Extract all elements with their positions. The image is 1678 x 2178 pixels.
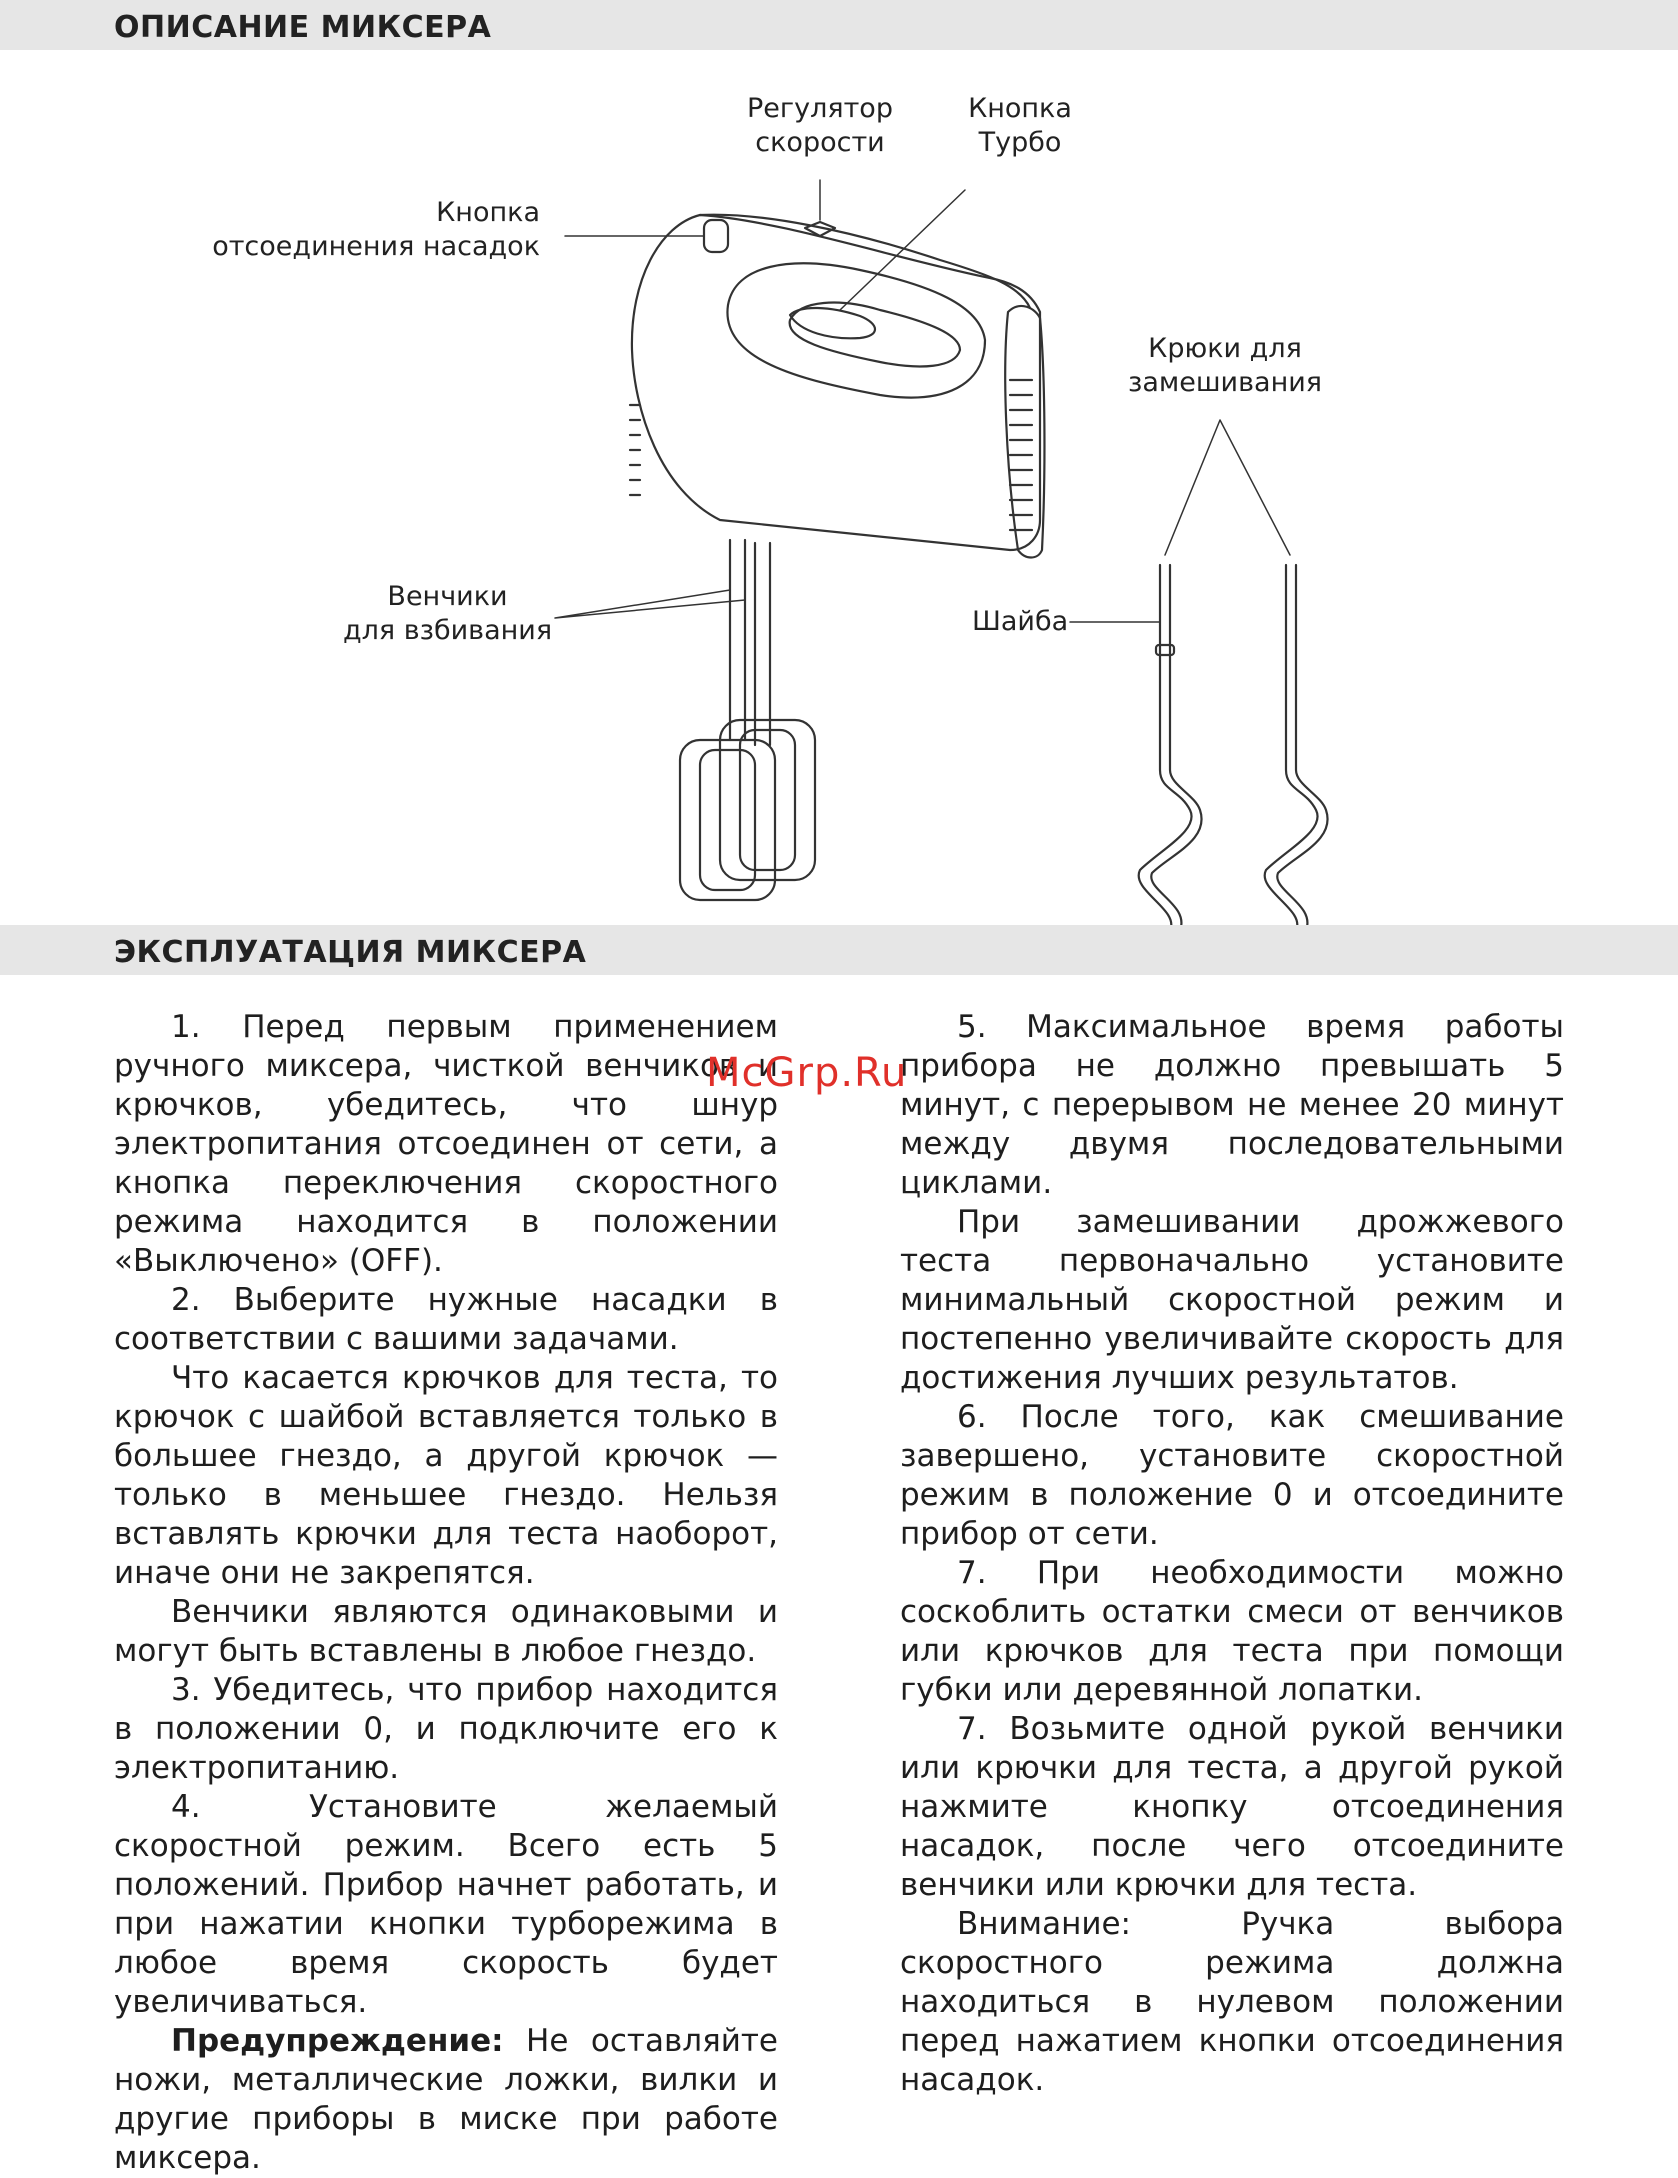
instruction-paragraph: 7. Возьмите одной рукой венчики или крючки для теста, а другой рукой нажмите кнопку отсоединения насадок, после чего отсоедините венчики или крючки для теста. (900, 1711, 1564, 1903)
instruction-paragraph: 7. При необходимости можно соскоблить остатки смеси от венчиков или крючков для теста при помощи губки или деревянной лопатки. (900, 1555, 1564, 1708)
instruction-paragraph: При замешивании дрожжевого теста первоначально установите минимальный скоростной режим и постепенно увеличивайте скорость для достижения лучших результатов. (900, 1204, 1564, 1396)
detach-button-shape (704, 220, 728, 252)
label-line: Кнопка (436, 197, 540, 228)
mixer-diagram (0, 50, 1678, 925)
section-title-description: ОПИСАНИЕ МИКСЕРА (114, 10, 492, 45)
instruction-paragraph: Венчики являются одинаковыми и могут быть вставлены в любое гнездо. (114, 1594, 778, 1669)
label-line: для взбивания (342, 615, 553, 646)
mixer-illustration (0, 50, 1678, 925)
instruction-paragraph: 2. Выберите нужные насадки в соответствии с вашими задачами. (114, 1282, 778, 1357)
label-speed-regulator (730, 92, 910, 160)
section-title-operation: ЭКСПЛУАТАЦИЯ МИКСЕРА (114, 935, 587, 970)
label-line: Турбо (978, 127, 1062, 158)
instruction-paragraph: 3. Убедитесь, что прибор находится в положении 0, и подключите его к электропитанию. (114, 1672, 778, 1786)
label-line: скорости (755, 127, 885, 158)
instruction-paragraph: 5. Максимальное время работы прибора не должно превышать 5 минут, с перерывом не менее 20 минут между двумя последовательными циклами. (900, 1009, 1564, 1201)
label-line: замешивания (1127, 367, 1323, 398)
instruction-paragraph: 1. Перед первым применением ручного миксера, чисткой венчиков и крючков, убедитесь, что шнур электропитания отсоединен от сети, а кнопка переключения скоростного режима находится в положении «Выключено» (OFF). (114, 1009, 778, 1279)
grille-panel (1005, 306, 1044, 558)
label-line: Кнопка (968, 93, 1072, 124)
turbo-button-shape (790, 308, 875, 338)
warning-label: Предупреждение: (171, 2023, 504, 2059)
label-line: отсоединения насадок (212, 231, 540, 262)
watermark: McGrp.Ru (706, 1050, 908, 1096)
warning-paragraph (114, 2022, 778, 2178)
label-turbo-button (935, 92, 1105, 160)
label-washer: Шайба (972, 606, 1069, 637)
label-line: Регулятор (747, 93, 893, 124)
instruction-paragraph: 6. После того, как смешивание завершено, установите скоростной режим в положение 0 и отсоедините прибор от сети. (900, 1399, 1564, 1552)
instructions-right-column (900, 1008, 1564, 2100)
label-line: Венчики (387, 581, 508, 612)
instruction-paragraph: Внимание: Ручка выбора скоростного режима должна находиться в нулевом положении перед нажатием кнопки отсоединения насадок. (900, 1906, 1564, 2098)
handle-opening (727, 263, 985, 397)
label-line: Крюки для (1148, 333, 1302, 364)
label-dough-hooks (1110, 332, 1340, 400)
label-beaters (330, 580, 565, 648)
dough-hook-left (1139, 565, 1192, 925)
dough-hook-right (1265, 565, 1318, 925)
instructions-left-column (114, 1008, 778, 2178)
warning-text: Не оставляйте ножи, металлические ложки, вилки и другие приборы в миске при работе миксера. (114, 2023, 778, 2176)
label-detach-button (200, 196, 540, 264)
instruction-paragraph: Что касается крючков для теста, то крючок с шайбой вставляется только в большее гнездо, а другой крючок — только в меньшее гнездо. Нельзя вставлять крючки для теста наоборот, иначе они не закрепятся. (114, 1360, 778, 1591)
instruction-paragraph: 4. Установите желаемый скоростной режим. Всего есть 5 положений. Прибор начнет работать, и при нажатии кнопки турборежима в любое время скорость будет увеличиваться. (114, 1789, 778, 2020)
